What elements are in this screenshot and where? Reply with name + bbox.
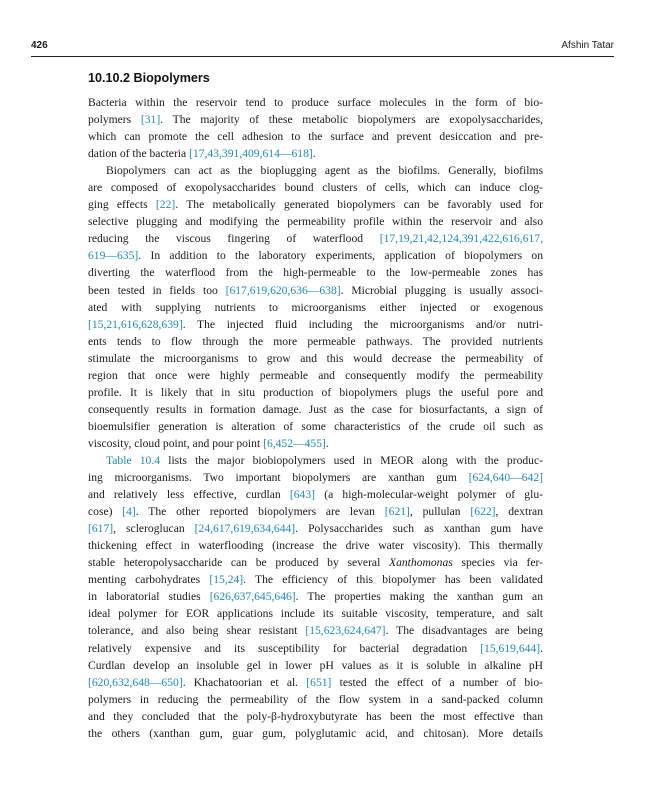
text-run: , scleroglucan <box>113 522 195 536</box>
text-run: . The majority of these metabolic biopolymers are exopolysaccharides, <box>160 113 543 127</box>
text-run: and they concluded that the poly-β-hydroxybutyrate has been the most effective than <box>88 709 543 723</box>
text-run: stimulate the microorganisms to grow and this would decrease the permeability of <box>88 351 543 365</box>
citation-link[interactable]: [617] <box>88 522 114 536</box>
text-run: polymers <box>88 113 141 127</box>
text-line <box>88 691 543 708</box>
text-line <box>88 367 543 384</box>
text-run: . <box>312 147 316 161</box>
text-run: . <box>540 641 543 655</box>
text-line <box>88 622 543 639</box>
text-run: stable heteropolysaccharide can be produced by several <box>88 556 389 570</box>
text-run: reducing the viscous fingering of waterflood <box>88 232 380 246</box>
text-run: menting carbohydrates <box>88 573 210 587</box>
text-line <box>88 282 543 299</box>
text-run: lists the major biobiopolymers used in MEOR along with the produc- <box>160 453 543 467</box>
citation-link[interactable]: [15,619,644] <box>480 641 541 655</box>
text-run: ing microorganisms. Two important biopolymers are xanthan gum <box>88 471 469 485</box>
text-line <box>88 316 543 333</box>
text-run: . Khachatoorian et al. <box>182 675 307 689</box>
text-line <box>88 537 543 554</box>
citation-link[interactable]: 619—635] <box>88 249 139 263</box>
citation-link[interactable]: [622] <box>470 505 496 519</box>
citation-link[interactable]: [15,21,616,628,639] <box>88 317 183 331</box>
text-line <box>88 196 543 213</box>
text-line <box>88 179 543 196</box>
text-line <box>88 230 543 247</box>
text-line <box>88 469 543 486</box>
text-run: profile. It is likely that in situ production of biopolymers plugs the useful pore and <box>88 385 543 399</box>
citation-link[interactable]: [15,623,624,647] <box>305 624 386 638</box>
text-line <box>88 503 543 520</box>
text-line <box>88 145 543 162</box>
text-run: been tested in fields too <box>88 283 226 297</box>
text-line <box>88 111 543 128</box>
text-line <box>88 554 543 571</box>
running-header <box>31 40 614 54</box>
text-run: , dextran <box>495 505 543 519</box>
text-line <box>88 640 543 657</box>
citation-link[interactable]: [17,43,391,409,614—618] <box>189 147 313 161</box>
text-run: . Polysaccharides such as xanthan gum have <box>295 522 544 536</box>
citation-link[interactable]: [22] <box>155 198 176 212</box>
text-line <box>88 452 543 469</box>
italic-term: Xanthomonas <box>389 556 453 570</box>
text-line <box>88 486 543 503</box>
text-run: . The efficiency of this biopolymer has been validated <box>243 573 543 587</box>
text-line <box>88 299 543 316</box>
text-run: Bacteria within the reservoir tend to produce surface molecules in the form of bio- <box>88 96 543 109</box>
text-line <box>88 264 543 281</box>
text-run: diverting the waterflood from the high-permeable to the low-permeable zones has <box>88 266 543 280</box>
text-run: tested the effect of a number of bio- <box>331 675 543 689</box>
text-line <box>88 213 543 230</box>
text-run: . The disadvantages are being <box>385 624 543 638</box>
text-line <box>88 605 543 622</box>
body-text <box>88 94 543 742</box>
text-run: ents tends to flow through the more permeable pathways. The provided nutrients <box>88 334 543 348</box>
text-line <box>88 94 543 111</box>
text-run: the others (xanthan gum, guar gum, polyglutamic acid, and chitosan). More details <box>88 726 543 740</box>
text-run: species via fer- <box>452 556 543 570</box>
text-run: tolerance, and also being shear resistant <box>88 624 306 638</box>
text-line <box>88 708 543 725</box>
text-run: Biopolymers can act as the bioplugging agent as the biofilms. Generally, biofilms <box>106 164 543 178</box>
citation-link[interactable]: [4] <box>122 505 136 519</box>
text-run: . The metabolically generated biopolymers can be favorably used for <box>175 198 544 212</box>
citation-link[interactable]: [624,640—642] <box>468 471 543 485</box>
header-rule <box>31 56 614 57</box>
text-run: , pullulan <box>409 505 471 519</box>
text-run: viscosity, cloud point, and pour point <box>88 436 264 450</box>
text-line <box>88 588 543 605</box>
citation-link[interactable]: [6,452—455] <box>263 436 326 450</box>
text-run: ideal polymer for EOR applications include its suitable viscosity, temperature, and salt <box>88 607 543 621</box>
text-run: consequently results in formation damage. Just as the case for biosurfactants, a sign of <box>88 402 543 416</box>
text-run: polymers in reducing the permeability of the flow system in a sand-packed column <box>88 692 543 706</box>
text-line <box>88 128 543 145</box>
text-run: in laboratorial studies <box>88 590 210 604</box>
text-line <box>88 674 543 691</box>
text-line <box>88 333 543 350</box>
text-run: relatively expensive and its susceptibility for bacterial degradation <box>88 641 481 655</box>
text-run: region that once were highly permeable and consequently modify the permeability <box>88 368 543 382</box>
citation-link[interactable]: Table 10.4 <box>106 453 161 467</box>
page-number: 426 <box>31 40 48 51</box>
citation-link[interactable]: [621] <box>384 505 410 519</box>
text-line <box>88 162 543 179</box>
text-run: ated with supplying nutrients to microorganisms either injected or exogenous <box>88 300 543 314</box>
text-run: . <box>325 436 329 450</box>
text-line <box>88 418 543 435</box>
text-run: bioemulsifier generation is alteration of some characteristics of the crude oil such as <box>88 419 543 433</box>
text-run: ging effects <box>88 198 156 212</box>
text-run: . In addition to the laboratory experiments, application of biopolymers on <box>138 249 543 263</box>
text-run: (a high-molecular-weight polymer of glu- <box>315 488 543 502</box>
section-heading: 10.10.2 Biopolymers <box>88 71 210 85</box>
text-run: . The properties making the xanthan gum an <box>295 590 543 604</box>
text-run: cose) <box>88 505 123 519</box>
text-line <box>88 571 543 588</box>
text-run: which can promote the cell adhesion to the surface and prevent desiccation and pre- <box>88 130 543 144</box>
citation-link[interactable]: [626,637,645,646] <box>209 590 296 604</box>
citation-link[interactable]: [24,617,619,634,644] <box>194 522 296 536</box>
text-line <box>88 435 543 452</box>
text-run: . The injected fluid including the microorganisms and/or nutri- <box>182 317 543 331</box>
citation-link[interactable]: [31] <box>140 113 161 127</box>
text-line <box>88 384 543 401</box>
citation-link[interactable]: [15,24] <box>209 573 244 587</box>
text-run: are composed of exopolysaccharides bound clusters of cells, which can induce clog- <box>88 181 543 195</box>
citation-link[interactable]: [17,19,21,42,124,391,422,616,617, <box>379 232 543 246</box>
text-line <box>88 247 543 264</box>
citation-link[interactable]: [643] <box>289 488 316 502</box>
text-line <box>88 657 543 674</box>
running-author: Afshin Tatar <box>561 40 614 51</box>
citation-link[interactable]: [651] <box>306 675 332 689</box>
text-run: . The other reported biopolymers are levan <box>135 505 385 519</box>
text-line <box>88 350 543 367</box>
text-line <box>88 520 543 537</box>
text-run: and relatively less effective, curdlan <box>88 488 290 502</box>
citation-link[interactable]: [617,619,620,636—638] <box>225 283 341 297</box>
text-run: dation of the bacteria <box>88 147 190 161</box>
citation-link[interactable]: [620,632,648—650] <box>88 675 183 689</box>
text-line <box>88 725 543 742</box>
text-run: selective plugging and modifying the permeability profile within the reservoir and also <box>88 215 543 229</box>
text-line <box>88 401 543 418</box>
text-run: Curdlan develop an insoluble gel in lower pH values as it is soluble in alkaline pH <box>88 658 543 672</box>
text-run: . Microbial plugging is usually associ- <box>340 283 543 297</box>
text-run: thickening effect in waterflooding (increase the drive water viscosity). This thermally <box>88 539 543 553</box>
